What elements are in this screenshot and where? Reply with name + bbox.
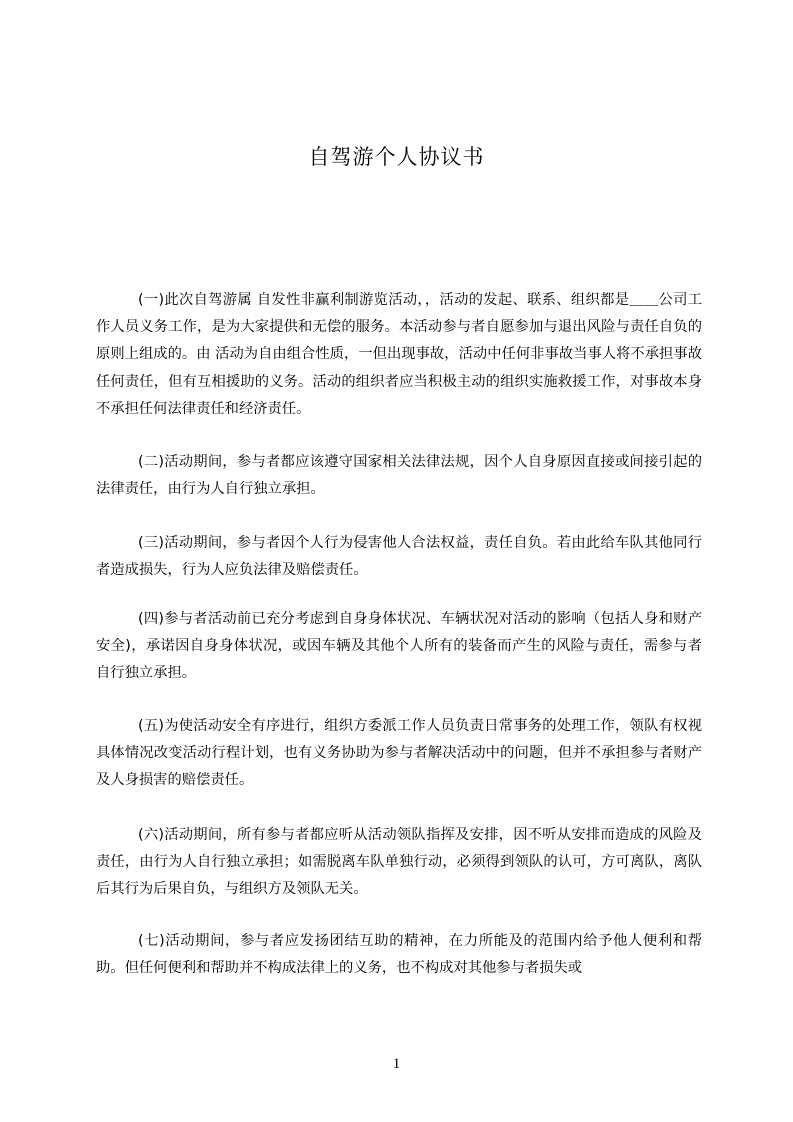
- clause-1: (一)此次自驾游属 自发性非赢利制游览活动，，活动的发起、联系、组织都是＿＿公司工作人员义务工作，是为大家提供和无偿的服务。本活动参与者自愿参加与退出风险与责任自负的原则上组成的。由 活动为自由组合性质，一但出现事故，活动中任何非事故当事人将不承担事故任何责任，但有互相援助的义务。活动的组织者应当积极主动的组织实施救援工作，对事故本身不承担任何法律责任和经济责任。: [96, 292, 702, 417]
- clause-2: (二)活动期间，参与者都应该遵守国家相关法律法规，因个人自身原因直接或间接引起的法律责任，由行为人自行独立承担。: [96, 454, 702, 498]
- clause-4: (四)参与者活动前已充分考虑到自身身体状况、车辆状况对活动的影响（包括人身和财产安全)，承诺因自身身体状况，或因车辆及其他个人所有的装备而产生的风险与责任，需参与者自行独立承担。: [96, 611, 702, 682]
- document-title: 自驾游个人协议书: [308, 145, 485, 169]
- clause-5: (五)为使活动安全有序进行，组织方委派工作人员负责日常事务的处理工作，领队有权视具体情况改变活动行程计划，也有义务协助为参与者解决活动中的问题，但并不承担参与者财产及人身损害的赔偿责任。: [96, 718, 702, 789]
- clause-3: (三)活动期间，参与者因个人行为侵害他人合法权益，责任自负。若由此给车队其他同行者造成损失，行为人应负法律及赔偿责任。: [96, 535, 702, 579]
- page-number: 1: [392, 1056, 401, 1072]
- clause-6: (六)活动期间，所有参与者都应听从活动领队指挥及安排，因不听从安排而造成的风险及责任，由行为人自行独立承担；如需脱离车队单独行动，必须得到领队的认可，方可离队，离队后其行为后果自负，与组织方及领队无关。: [96, 827, 702, 898]
- clause-7: (七)活动期间，参与者应发扬团结互助的精神，在力所能及的范围内给予他人便利和帮助。但任何便利和帮助并不构成法律上的义务，也不构成对其他参与者损失或: [96, 933, 702, 977]
